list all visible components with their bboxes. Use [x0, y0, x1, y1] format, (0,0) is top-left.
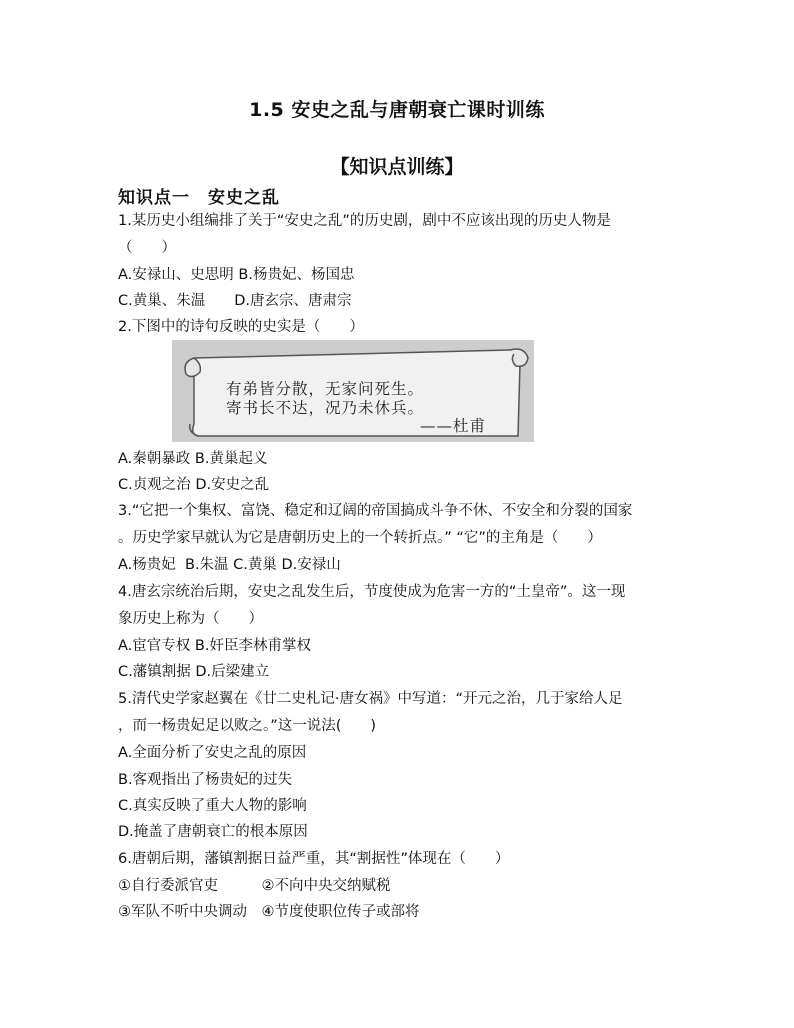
- q1-stem-line2: （ ）: [118, 240, 176, 256]
- q6-stem: 6.唐朝后期，藩镇割据日益严重，其“割据性”体现在（ ）: [118, 851, 510, 867]
- q1-stem-line1: 1.某历史小组编排了关于“安史之乱”的历史剧，剧中不应该出现的历史人物是: [118, 213, 611, 229]
- q4-options-ab: A.宦官专权 B.奸臣李林甫掌权: [118, 638, 311, 654]
- knowledge-point-heading: 知识点一 安史之乱: [118, 188, 280, 208]
- q5-stem-line1: 5.清代史学家赵翼在《廿二史札记·唐女祸》中写道：“开元之治，几于家给人足: [118, 691, 623, 707]
- q2-stem: 2.下图中的诗句反映的史实是（ ）: [118, 319, 364, 335]
- q1-options-cd: C.黄巢、朱温 D.唐玄宗、唐肃宗: [118, 293, 352, 309]
- q3-stem-line1: 3.“它把一个集权、富饶、稳定和辽阔的帝国搞成斗争不休、不安全和分裂的国家: [118, 503, 633, 519]
- section-heading: 【知识点训练】: [330, 156, 464, 178]
- q5-option-a: A.全面分析了安史之乱的原因: [118, 745, 307, 761]
- poem-line-1: 有弟皆分散，无家问死生。: [226, 380, 425, 398]
- q4-stem-line2: 象历史上称为（ ）: [118, 611, 263, 627]
- q6-items-1-2: ①自行委派官吏 ②不向中央交纳赋税: [118, 878, 391, 894]
- q1-options-ab: A.安禄山、史思明 B.杨贵妃、杨国忠: [118, 267, 355, 283]
- q2-options-cd: C.贞观之治 D.安史之乱: [118, 477, 270, 493]
- page-title: 1.5 安史之乱与唐朝衰亡课时训练: [249, 99, 545, 121]
- q4-options-cd: C.藩镇割据 D.后梁建立: [118, 664, 270, 680]
- poem-author: ——杜甫: [420, 417, 487, 435]
- q5-option-c: C.真实反映了重大人物的影响: [118, 798, 307, 814]
- q4-stem-line1: 4.唐玄宗统治后期，安史之乱发生后，节度使成为危害一方的“土皇帝”。这一现: [118, 584, 626, 600]
- poem-line-2: 寄书长不达，况乃未休兵。: [226, 399, 425, 417]
- q6-items-3-4: ③军队不听中央调动 ④节度使职位传子或部将: [118, 904, 420, 920]
- q3-stem-line2: 。历史学家早就认为它是唐朝历史上的一个转折点。” “它”的主角是（ ）: [118, 530, 602, 546]
- q5-option-b: B.客观指出了杨贵妃的过失: [118, 772, 293, 788]
- q5-option-d: D.掩盖了唐朝衰亡的根本原因: [118, 824, 308, 840]
- q2-options-ab: A.秦朝暴政 B.黄巢起义: [118, 451, 268, 467]
- q3-options: A.杨贵妃 B.朱温 C.黄巢 D.安禄山: [118, 557, 341, 573]
- poem-scroll-image: [172, 340, 534, 442]
- q5-stem-line2: ，而一杨贵妃足以败之。”这一说法( ): [118, 718, 377, 734]
